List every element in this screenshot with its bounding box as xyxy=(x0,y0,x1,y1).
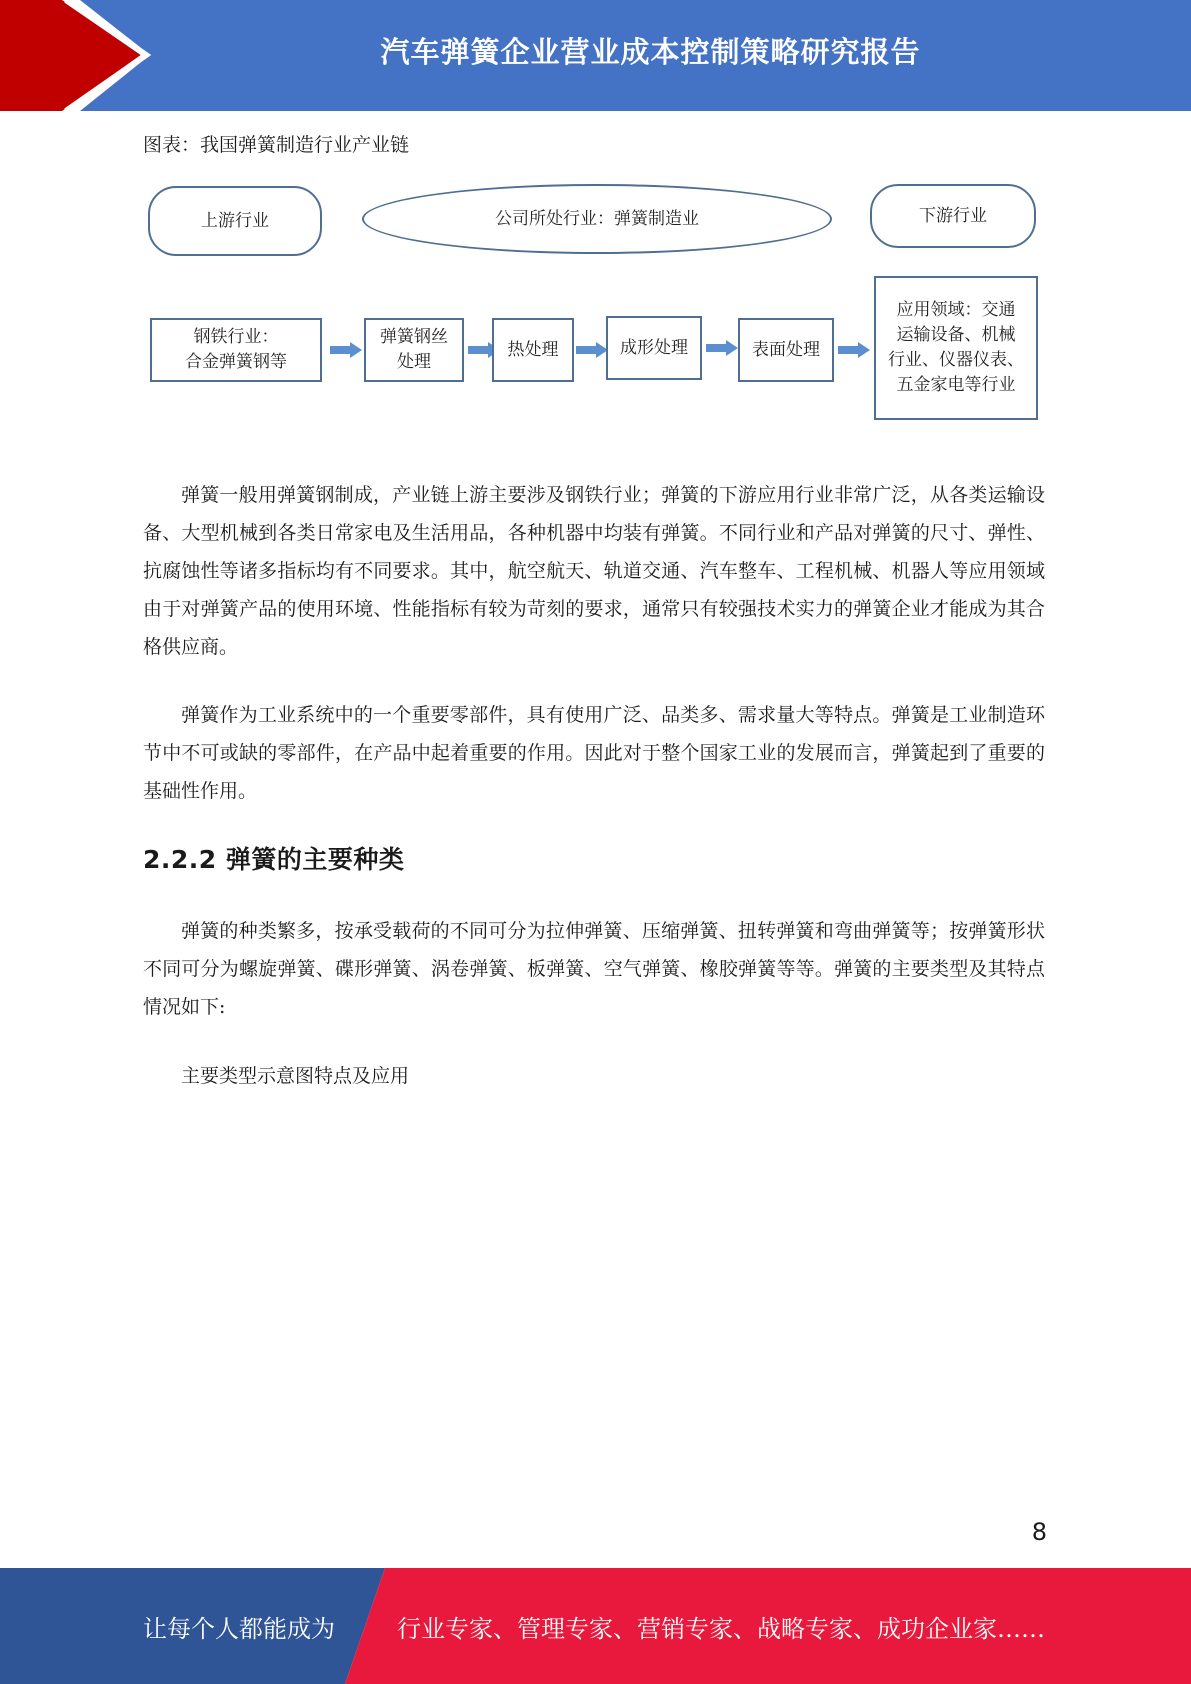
flow-node-steel-industry: 钢铁行业： 合金弹簧钢等 xyxy=(150,318,322,382)
industry-chain-diagram xyxy=(140,178,1040,433)
flow-node-heat-treatment: 热处理 xyxy=(492,318,574,382)
page-footer xyxy=(0,1568,1191,1684)
body-paragraph: 弹簧作为工业系统中的一个重要零部件，具有使用广泛、品类多、需求量大等特点。弹簧是工业制造环节中不可或缺的零部件，在产品中起着重要的作用。因此对于整个国家工业的发展而言，弹簧起到了重要的基础性作用。 xyxy=(143,704,1045,802)
flow-arrow-icon xyxy=(576,342,608,362)
flow-arrow-icon xyxy=(330,342,362,362)
figure-caption: 图表：我国弹簧制造行业产业链 xyxy=(143,134,410,156)
body-paragraph: 弹簧的种类繁多，按承受载荷的不同可分为拉伸弹簧、压缩弹簧、扭转弹簧和弯曲弹簧等；按弹簧形状不同可分为螺旋弹簧、碟形弹簧、涡卷弹簧、板弹簧、空气弹簧、橡胶弹簧等等。弹簧的主要类型及其特点情况如下: xyxy=(143,920,1045,1018)
upstream-label: 上游行业 xyxy=(148,186,322,256)
flow-node-spring-wire: 弹簧钢丝 处理 xyxy=(364,318,464,382)
flow-node-forming: 成形处理 xyxy=(606,316,702,380)
body-paragraph: 弹簧一般用弹簧钢制成，产业链上游主要涉及钢铁行业；弹簧的下游应用行业非常广泛，从各类运输设备、大型机械到各类日常家电及生活用品，各种机器中均装有弹簧。不同行业和产品对弹簧的尺寸、弹性、抗腐蚀性等诸多指标均有不同要求。其中，航空航天、轨道交通、汽车整车、工程机械、机器人等应用领域由于对弹簧产品的使用环境、性能指标有较为苛刻的要求，通常只有较强技术实力的弹簧企业才能成为其合格供应商。 xyxy=(143,484,1045,658)
page-header xyxy=(0,0,1191,111)
flow-node-surface-treatment: 表面处理 xyxy=(738,318,834,382)
flow-arrow-icon xyxy=(706,340,738,360)
footer-slogan-left: 让每个人都能成为 xyxy=(143,1614,335,1643)
report-title: 汽车弹簧企业营业成本控制策略研究报告 xyxy=(380,34,921,69)
table-caption: 主要类型示意图特点及应用 xyxy=(181,1065,410,1087)
downstream-label: 下游行业 xyxy=(870,184,1036,248)
header-chevron-decoration xyxy=(0,0,160,111)
page-number: 8 xyxy=(1031,1518,1047,1546)
flow-arrow-icon xyxy=(838,342,870,362)
company-industry-label: 公司所处行业：弹簧制造业 xyxy=(362,184,832,254)
flow-node-applications: 应用领域：交通 运输设备、机械 行业、仪器仪表、 五金家电等行业 xyxy=(874,276,1038,420)
section-heading: 2.2.2 弹簧的主要种类 xyxy=(143,845,405,874)
footer-slogan-right: 行业专家、管理专家、营销专家、战略专家、成功企业家…… xyxy=(397,1614,1045,1643)
